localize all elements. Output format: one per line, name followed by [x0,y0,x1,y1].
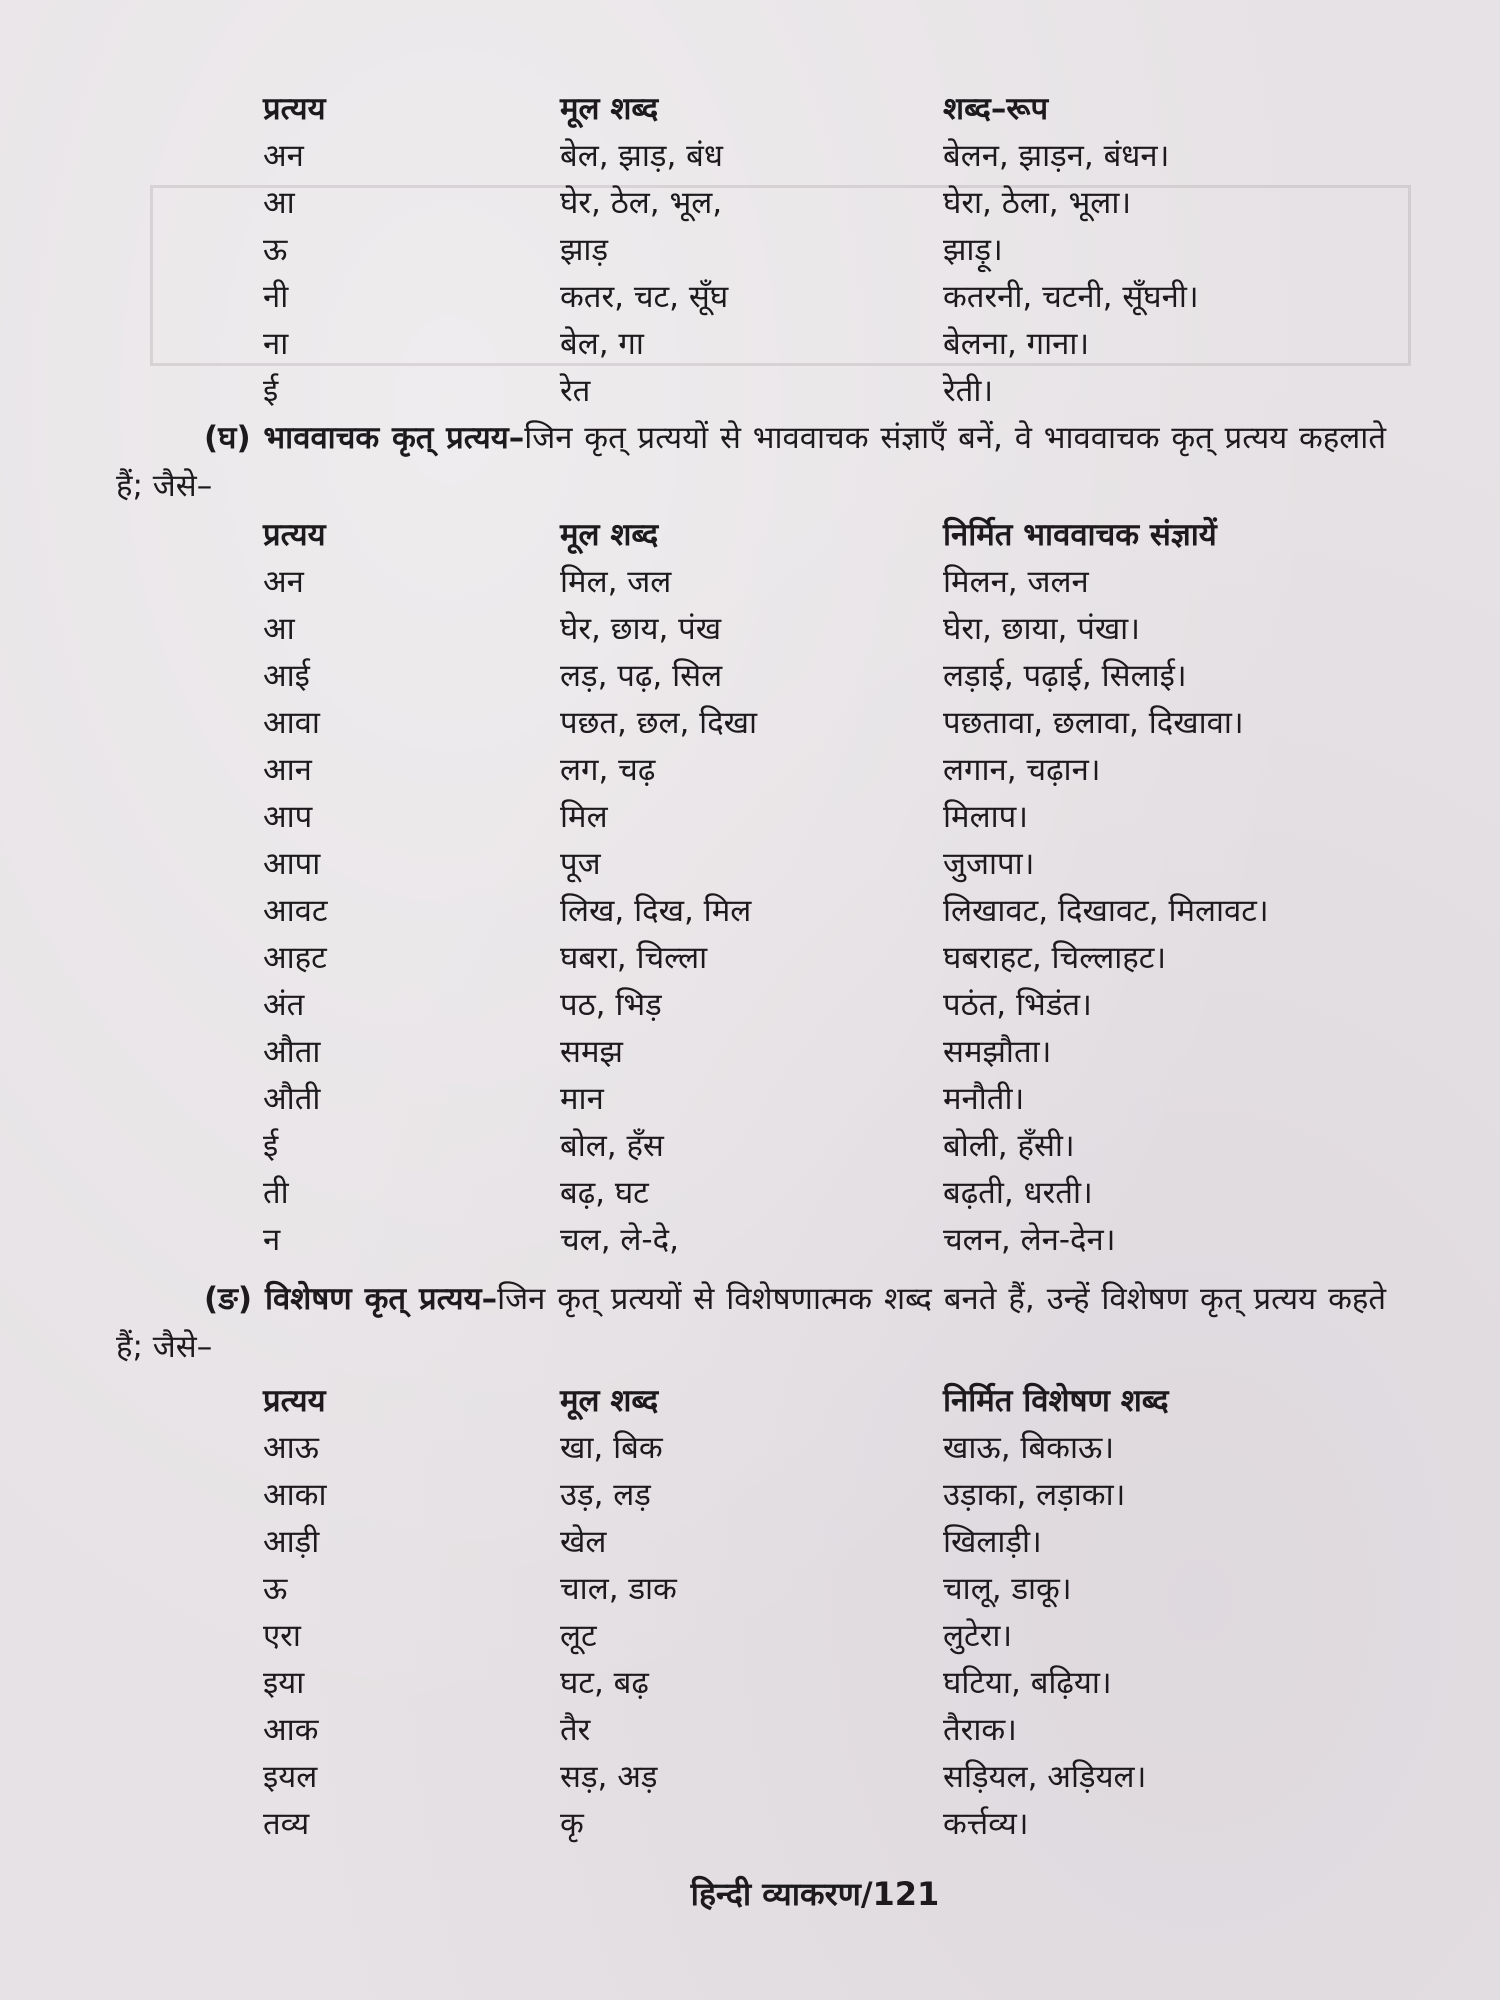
root-word-cell: रेत [560,373,591,409]
root-word-cell: बेल, गा [560,326,644,362]
suffix-cell: इयल [263,1759,318,1795]
table-row [263,1754,1423,1801]
section-gha-paragraph [116,414,1386,510]
table-row [263,1217,1423,1264]
derived-word-cell: कतरनी, चटनी, सूँघनी। [943,279,1199,315]
table-row [263,1472,1423,1519]
column-header: निर्मित विशेषण शब्द [943,1383,1169,1419]
derived-word-cell: बेलन, झाड़न, बंधन। [943,138,1170,174]
table-header-row [263,1378,1423,1425]
suffix-cell: औती [263,1081,321,1117]
derived-word-cell: मिलाप। [943,799,1028,835]
suffix-cell: नी [263,279,289,315]
derived-word-cell: बोली, हँसी। [943,1128,1075,1164]
derived-word-cell: समझौता। [943,1034,1052,1070]
suffix-cell: आवट [263,893,328,929]
suffix-cell: ती [263,1175,289,1211]
suffix-cell: आपा [263,846,321,882]
table-row [263,274,1423,321]
root-word-cell: खेल [560,1524,607,1560]
table-row [263,1519,1423,1566]
suffix-cell: आवा [263,705,320,741]
root-word-cell: घेर, ठेल, भूल, [560,185,723,221]
derived-word-cell: तैराक। [943,1712,1017,1748]
root-word-cell: मिल, जल [560,564,672,600]
table-row [263,368,1423,415]
table-row [263,1613,1423,1660]
suffix-cell: अंत [263,987,305,1023]
suffix-cell: ई [263,1128,279,1164]
table-row [263,1123,1423,1170]
root-word-cell: तैर [560,1712,591,1748]
table-row [263,321,1423,368]
derived-word-cell: खाऊ, बिकाऊ। [943,1430,1115,1466]
root-word-cell: लग, चढ़ [560,752,656,788]
table-row [263,841,1423,888]
section-gha-heading: (घ) भाववाचक कृत् प्रत्यय– [204,420,525,456]
column-header: प्रत्यय [263,91,326,127]
derived-word-cell: पठंत, भिडंत। [943,987,1092,1023]
table-row [263,700,1423,747]
root-word-cell: कृ [560,1806,584,1842]
root-word-cell: बढ़, घट [560,1175,649,1211]
table-row [263,888,1423,935]
column-header: प्रत्यय [263,517,326,553]
derived-word-cell: घबराहट, चिल्लाहट। [943,940,1167,976]
derived-word-cell: खिलाड़ी। [943,1524,1042,1560]
derived-word-cell: जुजापा। [943,846,1035,882]
table-row [263,1707,1423,1754]
table-row [263,606,1423,653]
derived-word-cell: लगान, चढ़ान। [943,752,1101,788]
table-row [263,1076,1423,1123]
derived-word-cell: बेलना, गाना। [943,326,1090,362]
column-header: निर्मित भाववाचक संज्ञायें [943,517,1217,553]
table-bhavvachak [263,512,1423,1264]
suffix-cell: इया [263,1665,305,1701]
table-row [263,1170,1423,1217]
derived-word-cell: चलन, लेन-देन। [943,1222,1116,1258]
suffix-cell: अन [263,138,304,174]
root-word-cell: घबरा, चिल्ला [560,940,708,976]
column-header: शब्द–रूप [943,91,1049,127]
suffix-cell: आका [263,1477,327,1513]
table-suffix-word-form [263,86,1423,415]
section-nga-paragraph [116,1275,1386,1371]
table-row [263,747,1423,794]
root-word-cell: समझ [560,1034,623,1070]
suffix-cell: आ [263,611,295,647]
derived-word-cell: झाड़ू। [943,232,1003,268]
root-word-cell: लड़, पढ़, सिल [560,658,723,694]
table-header-row [263,86,1423,133]
section-nga-text: जिन कृत् प्रत्ययों से विशेषणात्मक शब्द बनते हैं, उन्हें विशेषण कृत् प्रत्यय कहते हैं; जैसे– [116,1281,1387,1365]
suffix-cell: ऊ [263,232,288,268]
root-word-cell: पछत, छल, दिखा [560,705,758,741]
footer-title: हिन्दी व्याकरण/121 [690,1875,940,1913]
table-row [263,1801,1423,1848]
derived-word-cell: बढ़ती, धरती। [943,1175,1093,1211]
section-nga-heading: (ङ) विशेषण कृत् प्रत्यय– [204,1281,498,1317]
table-row [263,133,1423,180]
derived-word-cell: घेरा, ठेला, भूला। [943,185,1132,221]
suffix-cell: आई [263,658,310,694]
table-row [263,1660,1423,1707]
derived-word-cell: कर्त्तव्य। [943,1806,1029,1842]
suffix-cell: न [263,1222,281,1258]
section-gha-text: जिन कृत् प्रत्ययों से भाववाचक संज्ञाएँ बनें, वे भाववाचक कृत् प्रत्यय कहलाते हैं; जैसे– [116,420,1386,504]
root-word-cell: सड़, अड़ [560,1759,658,1795]
table-row [263,653,1423,700]
suffix-cell: आक [263,1712,319,1748]
table-row [263,794,1423,841]
root-word-cell: पूज [560,846,601,882]
derived-word-cell: उड़ाका, लड़ाका। [943,1477,1126,1513]
derived-word-cell: रेती। [943,373,994,409]
table-row [263,227,1423,274]
root-word-cell: घट, बढ़ [560,1665,649,1701]
root-word-cell: उड़, लड़ [560,1477,651,1513]
root-word-cell: खा, बिक [560,1430,663,1466]
column-header: मूल शब्द [560,517,659,553]
table-row [263,1566,1423,1613]
table-row [263,559,1423,606]
derived-word-cell: घटिया, बढ़िया। [943,1665,1112,1701]
root-word-cell: बेल, झाड़, बंध [560,138,723,174]
suffix-cell: तव्य [263,1806,310,1842]
suffix-cell: आऊ [263,1430,320,1466]
root-word-cell: घेर, छाय, पंख [560,611,722,647]
root-word-cell: चल, ले-दे, [560,1222,679,1258]
column-header: मूल शब्द [560,91,659,127]
table-header-row [263,512,1423,559]
suffix-cell: ना [263,326,289,362]
root-word-cell: बोल, हँस [560,1128,664,1164]
suffix-cell: ई [263,373,279,409]
table-row [263,1029,1423,1076]
suffix-cell: आड़ी [263,1524,320,1560]
suffix-cell: आ [263,185,295,221]
suffix-cell: अन [263,564,304,600]
table-row [263,180,1423,227]
root-word-cell: लूट [560,1618,597,1654]
derived-word-cell: लुटेरा। [943,1618,1013,1654]
root-word-cell: झाड़ [560,232,609,268]
column-header: मूल शब्द [560,1383,659,1419]
derived-word-cell: पछतावा, छलावा, दिखावा। [943,705,1244,741]
root-word-cell: लिख, दिख, मिल [560,893,752,929]
table-row [263,935,1423,982]
root-word-cell: मान [560,1081,604,1117]
suffix-cell: आप [263,799,313,835]
derived-word-cell: लड़ाई, पढ़ाई, सिलाई। [943,658,1187,694]
derived-word-cell: सड़ियल, अड़ियल। [943,1759,1147,1795]
derived-word-cell: घेरा, छाया, पंखा। [943,611,1140,647]
suffix-cell: औता [263,1034,321,1070]
page-footer [0,1872,1500,1915]
suffix-cell: आहट [263,940,327,976]
table-row [263,1425,1423,1472]
table-visheshan [263,1378,1423,1848]
derived-word-cell: लिखावट, दिखावट, मिलावट। [943,893,1269,929]
suffix-cell: आन [263,752,312,788]
derived-word-cell: मिलन, जलन [943,564,1089,600]
suffix-cell: ऊ [263,1571,288,1607]
root-word-cell: पठ, भिड़ [560,987,662,1023]
root-word-cell: कतर, चट, सूँघ [560,279,729,315]
table-row [263,982,1423,1029]
suffix-cell: एरा [263,1618,301,1654]
derived-word-cell: मनौती। [943,1081,1025,1117]
derived-word-cell: चालू, डाकू। [943,1571,1072,1607]
root-word-cell: मिल [560,799,608,835]
column-header: प्रत्यय [263,1383,326,1419]
root-word-cell: चाल, डाक [560,1571,677,1607]
